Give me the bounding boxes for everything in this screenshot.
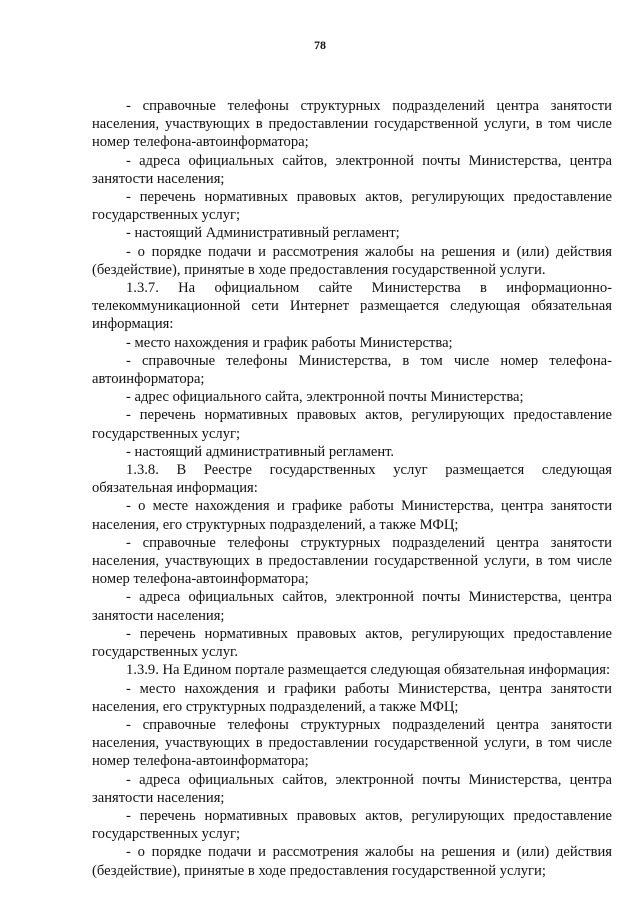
document-body: [92, 97, 612, 880]
list-item: - справочные телефоны Министерства, в том числе номер телефона-автоинформатора;: [92, 352, 612, 388]
page-number: 78: [314, 38, 326, 52]
list-item: - адреса официальных сайтов, электронной почты Министерства, центра занятости населения;: [92, 152, 612, 187]
list-item: - место нахождения и график работы Министерства;: [126, 334, 453, 351]
list-item: - о порядке подачи и рассмотрения жалобы на решения и (или) действия (бездействие), принятые в ходе предоставления государственной услуги.: [92, 243, 612, 278]
list-item: - перечень нормативных правовых актов, регулирующих предоставление государственных услуг;: [92, 189, 612, 224]
list-item: - настоящий Административный регламент;: [126, 225, 400, 242]
list-item: - настоящий административный регламент.: [126, 443, 395, 460]
section-heading-1-3-7: 1.3.7. На официальном сайте Министерства в информационно-телекоммуникационной сети Интернет размещается следующая обязательная информация:: [92, 280, 612, 333]
list-item: . - справочные телефоны структурных подразделений центра занятости населения, участвующих в предоставлении государственной услуги, в том числе номер телефона-автоинформатора;: [92, 534, 612, 589]
list-item: - перечень нормативных правовых актов, регулирующих предоставление государственных услуг;: [92, 807, 612, 843]
list-item: - место нахождения и графики работы Министерства, центра занятости населения, его структурных подразделений, а также МФЦ;: [92, 680, 612, 715]
list-item: - о порядке подачи и рассмотрения жалобы на решения и (или) действия (бездействие), принятые в ходе предоставления государственной услуги;: [92, 844, 612, 879]
list-item: - о месте нахождения и графике работы Министерства, центра занятости населения, его структурных подразделений, а также МФЦ;: [92, 498, 612, 533]
list-item: - адреса официальных сайтов, электронной почты Министерства, центра занятости населения;: [92, 771, 612, 806]
list-item: - адреса официальных сайтов, электронной почты Министерства, центра занятости населения;: [92, 589, 612, 624]
list-item: - перечень нормативных правовых актов, регулирующих предоставление государственных услуг;: [92, 407, 612, 442]
list-item: - справочные телефоны структурных подразделений центра занятости населения, участвующих в предоставлении государственной услуги, в том числе номер телефона-автоинформатора;: [92, 98, 612, 151]
list-item: - справочные телефоны структурных подразделений центра занятости населения, участвующих в предоставлении государственной услуги, в том числе номер телефона-автоинформатора;: [92, 716, 612, 770]
section-heading-1-3-9: 1.3.9. На Едином портале размещается следующая обязательная информация:: [126, 662, 610, 679]
section-heading-1-3-8: 1.3.8. В Реестре государственных услуг размещается следующая обязательная информация:: [92, 462, 612, 497]
list-item: - адрес официального сайта, электронной почты Министерства;: [126, 389, 524, 406]
list-item: - перечень нормативных правовых актов, регулирующих предоставление государственных услуг.: [92, 625, 612, 661]
